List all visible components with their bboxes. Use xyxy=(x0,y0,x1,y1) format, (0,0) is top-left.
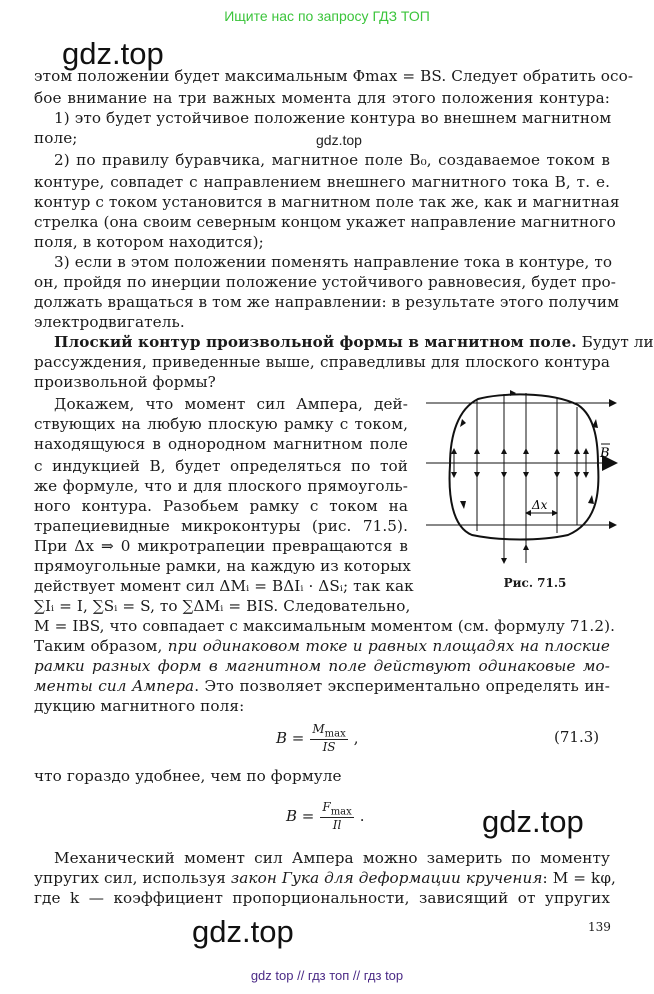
text-line: же формуле, что и для плоского прямоуголь- xyxy=(34,477,408,495)
formula-lhs: B = xyxy=(276,729,305,748)
text-line: трапециевидные микроконтуры (рис. 71.5). xyxy=(34,517,408,535)
text-line: ного контура. Разобьем рамку с током на xyxy=(34,497,408,515)
text-line: рамки разных форм в магнитном поле действуют одинаковые мо- xyxy=(34,657,610,675)
formula-71-3 xyxy=(276,722,359,754)
contour-diagram xyxy=(420,385,650,595)
watermark-inline: gdz.top xyxy=(316,132,362,148)
watermark-top: gdz.top xyxy=(62,36,164,71)
delta-label: Δx xyxy=(532,498,548,512)
text-line: находящуюся в однородном магнитном поле xyxy=(34,435,408,453)
formula-tail: . xyxy=(359,807,365,826)
field-label: B xyxy=(600,446,610,461)
fraction xyxy=(310,722,347,754)
formula-tail: , xyxy=(353,729,359,748)
text-line: ∑Iᵢ = I, ∑Sᵢ = S, то ∑ΔMᵢ = BIS. Следовательно, xyxy=(34,597,411,615)
text-line: Докажем, что момент сил Ампера, дей- xyxy=(54,395,408,413)
text-span: . Это позволяет экспериментально определять ин- xyxy=(194,677,610,695)
footer-links[interactable]: gdz top // гдз топ // гдз top xyxy=(250,968,404,983)
section-heading-line xyxy=(34,332,654,352)
text-span: упругих сил, используя xyxy=(34,869,226,887)
text-line: что гораздо удобнее, чем по формуле xyxy=(34,767,342,785)
text-line: Механический момент сил Ампера можно замерить по моменту xyxy=(54,849,610,867)
text-line: рассуждения, приведенные выше, справедливы для плоского контура xyxy=(34,353,610,371)
text-line: где k — коэффициент пропорциональности, зависящий от упругих xyxy=(34,889,610,907)
text-line: прямоугольные рамки, на каждую из которых xyxy=(34,557,411,575)
search-banner[interactable]: Ищите нас по запросу ГДЗ ТОП xyxy=(224,8,430,24)
text-span: : M = kφ, xyxy=(542,869,616,887)
formula-b-force xyxy=(286,800,365,832)
numerator: $F_{max}$ xyxy=(322,800,352,818)
watermark-mid: gdz.top xyxy=(482,804,584,839)
denominator: Il xyxy=(332,818,342,833)
text-line: 3) если в этом положении поменять направление тока в контуре, то xyxy=(54,253,613,271)
text-line: стрелка (она своим северным концом укажет направление магнитного xyxy=(34,213,616,231)
section-heading-tail: Будут ли xyxy=(581,333,654,351)
text-line xyxy=(34,868,616,888)
text-line: При Δx ⇒ 0 микротрапеции превращаются в xyxy=(34,537,408,555)
text-line: электродвигатель. xyxy=(34,313,185,331)
denominator: IS xyxy=(322,740,336,755)
text-line xyxy=(34,636,610,656)
text-line: 2) по правилу буравчика, магнитное поле B₀, создаваемое током в xyxy=(54,151,610,169)
text-line: должать вращаться в том же направлении: в результате этого получим xyxy=(34,293,619,311)
text-line xyxy=(34,676,610,696)
text-line: бое внимание на три важных момента для этого положения контура: xyxy=(34,89,610,107)
text-line: произвольной формы? xyxy=(34,373,216,391)
italic-span: менты сил Ампера xyxy=(34,677,195,695)
figure-71-5 xyxy=(420,385,650,599)
text-line: контуре, совпадет с направлением внешнего магнитного тока B, т. е. xyxy=(34,173,610,191)
formula-lhs: B = xyxy=(286,807,315,826)
numerator: $M_{max}$ xyxy=(312,722,346,740)
italic-span: закон Гука для деформации кручения xyxy=(230,869,543,887)
italic-span: при одинаковом токе и равных площадях на плоские xyxy=(167,637,611,655)
text-line: поле; xyxy=(34,129,78,147)
text-line: M = IBS, что совпадает с максимальным моментом (см. формулу 71.2). xyxy=(34,617,616,635)
text-line: действует момент сил ΔMᵢ = BΔIᵢ · ΔSᵢ; так как xyxy=(34,577,414,595)
fraction xyxy=(320,800,353,832)
equation-number: (71.3) xyxy=(554,728,600,746)
text-line: ствующих на любую плоскую рамку с током, xyxy=(34,415,408,433)
text-line: он, пройдя по инерции положение устойчивого равновесия, будет про- xyxy=(34,273,617,291)
figure-caption: Рис. 71.5 xyxy=(503,576,567,590)
text-line: 1) это будет устойчивое положение контура во внешнем магнитном xyxy=(54,109,612,127)
watermark-bottom: gdz.top xyxy=(192,914,294,949)
text-line: контур с током установится в магнитном поле так же, как и магнитная xyxy=(34,193,620,211)
text-line: поля, в котором находится); xyxy=(34,233,264,251)
text-line: с индукцией B, будет определяться по той xyxy=(34,457,408,475)
page-number: 139 xyxy=(588,920,611,934)
text-line: этом положении будет максимальным Φmax = BS. Следует обратить осо- xyxy=(34,67,634,85)
section-heading: Плоский контур произвольной формы в магнитном поле. xyxy=(54,333,577,351)
text-line: дукцию магнитного поля: xyxy=(34,697,245,715)
text-span: Таким образом, xyxy=(34,637,163,655)
